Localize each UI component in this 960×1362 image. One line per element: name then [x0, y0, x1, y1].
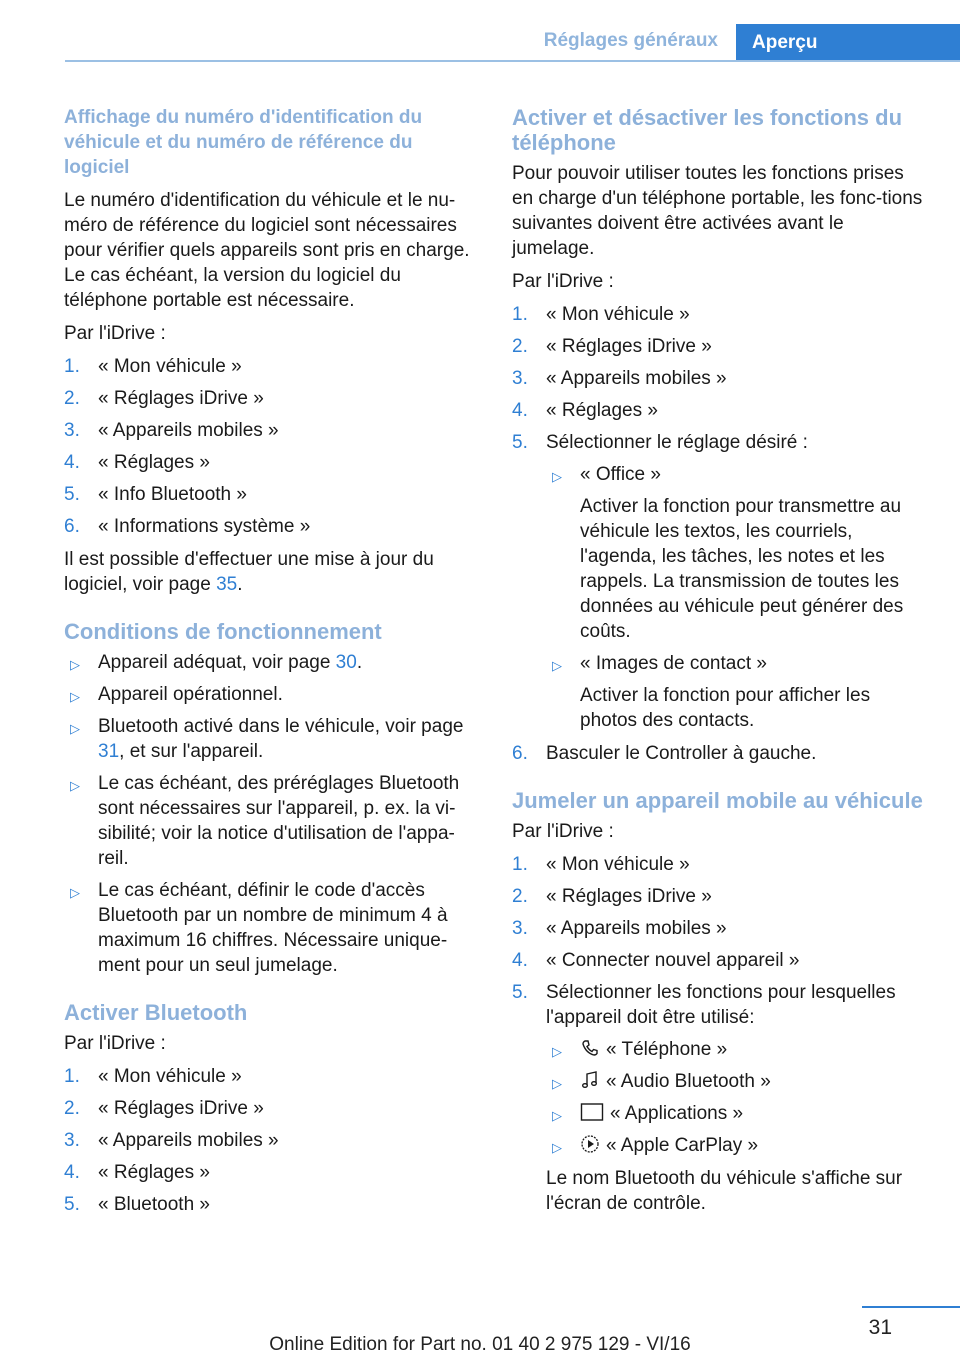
footer-edition: Online Edition for Part no. 01 40 2 975 129 - VI/16 [269, 1334, 691, 1355]
carplay-icon [580, 1134, 600, 1154]
list-item: 2. « Réglages iDrive » [64, 1098, 264, 1119]
paragraph-via: Par l'iDrive : [512, 271, 614, 292]
list-item: 2. « Réglages iDrive » [512, 336, 712, 357]
options-list [546, 462, 928, 733]
list-item: 1. « Mon véhicule » [512, 304, 690, 325]
list-item: ▷ Le cas échéant, définir le code d'accès Bluetooth par un nombre de minimum 4 à maximum 16 chiffres. Nécessaire unique‐ment pour un seul jumelage. [70, 880, 448, 976]
list-item: ▷ « Audio Bluetooth » [552, 1071, 771, 1092]
list-item: ▷ Le cas échéant, des préréglages Bluetooth sont nécessaires sur l'appareil, p. ex. la vi‐sibilité; voir la notice d'utilisation de l'appa‐reil. [70, 773, 460, 869]
paragraph-via: Par l'iDrive : [64, 323, 166, 344]
list-item: 2. « Réglages iDrive » [512, 886, 712, 907]
list-item: ▷ « Applications » [552, 1103, 744, 1124]
conditions-list [64, 650, 480, 978]
list-item: 4. « Réglages » [64, 1162, 210, 1183]
list-item: ▷ « Téléphone » [552, 1039, 728, 1060]
page-link-30[interactable]: 30 [335, 652, 357, 673]
list-item: ▷ Bluetooth activé dans le véhicule, voir page 31, et sur l'appareil. [70, 716, 464, 762]
list-item: ▷ Appareil adéquat, voir page 30. [70, 652, 363, 673]
list-item: 2. « Réglages iDrive » [64, 388, 264, 409]
music-note-icon [580, 1070, 600, 1090]
list-item: 3. « Appareils mobiles » [512, 368, 727, 389]
list-item: 4. « Réglages » [64, 452, 210, 473]
list-item: 5. Sélectionner les fonctions pour lesquelles l'appareil doit être utilisé: ▷ « Téléphone » ▷ « Audio Bluetooth » ▷ « Applications » ▷ « Apple CarPlay » Le nom Bluetooth du véhicule s'affiche sur l'écran de contrôle. [512, 980, 928, 1216]
paragraph-pairing-end: Le nom Bluetooth du véhicule s'affiche sur l'écran de contrôle. [546, 1168, 903, 1214]
header-tab[interactable]: Aperçu [736, 24, 960, 62]
paragraph-via: Par l'iDrive : [512, 821, 614, 842]
steps-pairing [512, 852, 928, 1216]
section-title-vin: Affichage du numéro d'identification du véhicule et du numéro de référence du logiciel [64, 107, 423, 178]
applications-icon [580, 1102, 604, 1122]
header-section-title: Réglages généraux [543, 30, 718, 51]
left-column [64, 105, 480, 1225]
paragraph-phone-functions: Pour pouvoir utiliser toutes les fonctions prises en charge d'un téléphone portable, les fonc‐tions suivantes doivent être activées avant le jumelage. [512, 163, 923, 259]
list-item: 5. « Info Bluetooth » [64, 484, 247, 505]
steps-vin [64, 354, 480, 539]
page-number: 31 [868, 1316, 892, 1339]
list-item: 4. « Connecter nouvel appareil » [512, 950, 800, 971]
list-item: ▷ « Office » Activer la fonction pour transmettre au véhicule les textos, les courriels, l'agenda, les tâches, les notes et les rappels. La transmission de toutes les données au véhicule peut générer des coûts. [552, 464, 904, 642]
paragraph-update-note: Il est possible d'effectuer une mise à jour du logiciel, voir page 35. [64, 549, 434, 595]
footer-rule [862, 1306, 960, 1308]
list-item: ▷ « Apple CarPlay » [552, 1135, 759, 1156]
page-link-35[interactable]: 35 [216, 574, 238, 595]
paragraph-via: Par l'iDrive : [64, 1033, 166, 1054]
list-item: 4. « Réglages » [512, 400, 658, 421]
list-item: 3. « Appareils mobiles » [64, 420, 279, 441]
list-item: 3. « Appareils mobiles » [64, 1130, 279, 1151]
list-item: ▷ Appareil opérationnel. [70, 684, 283, 705]
list-item: 5. « Bluetooth » [64, 1194, 210, 1215]
section-title-bluetooth: Activer Bluetooth [64, 1000, 248, 1025]
steps-bluetooth [64, 1064, 480, 1217]
functions-list [546, 1037, 928, 1158]
section-title-conditions: Conditions de fonctionnement [64, 619, 382, 644]
paragraph-vin: Le numéro d'identification du véhicule et le nu‐méro de référence du logiciel sont nécessaires pour vérifier quels appareils sont pris en charge. Le cas échéant, la version du logiciel du téléphone portable est nécessaire. [64, 190, 470, 311]
list-item: 1. « Mon véhicule » [64, 1066, 242, 1087]
list-item: 1. « Mon véhicule » [64, 356, 242, 377]
section-title-pairing: Jumeler un appareil mobile au véhicule [512, 788, 923, 813]
list-item: 6. Basculer le Controller à gauche. [512, 743, 817, 764]
steps-phone-functions [512, 302, 928, 766]
list-item: ▷ « Images de contact » Activer la fonction pour afficher les photos des contacts. [552, 653, 871, 731]
phone-icon [580, 1038, 600, 1058]
page-link-31[interactable]: 31 [98, 741, 120, 762]
list-item: 3. « Appareils mobiles » [512, 918, 727, 939]
section-title-phone-functions: Activer et désactiver les fonctions du téléphone [512, 105, 903, 155]
list-item: 6. « Informations système » [64, 516, 311, 537]
list-item: 1. « Mon véhicule » [512, 854, 690, 875]
list-item: 5. Sélectionner le réglage désiré : ▷ « Office » Activer la fonction pour transmettre au véhicule les textos, les courriels, l'agenda, les tâches, les notes et les rappels. La transmission de toutes les données au véhicule peut générer des coûts. ▷ « Images de contact » Activer la fonction pour afficher les photos des contacts. [512, 430, 928, 733]
header-rule [65, 60, 960, 62]
right-column [512, 105, 928, 1224]
